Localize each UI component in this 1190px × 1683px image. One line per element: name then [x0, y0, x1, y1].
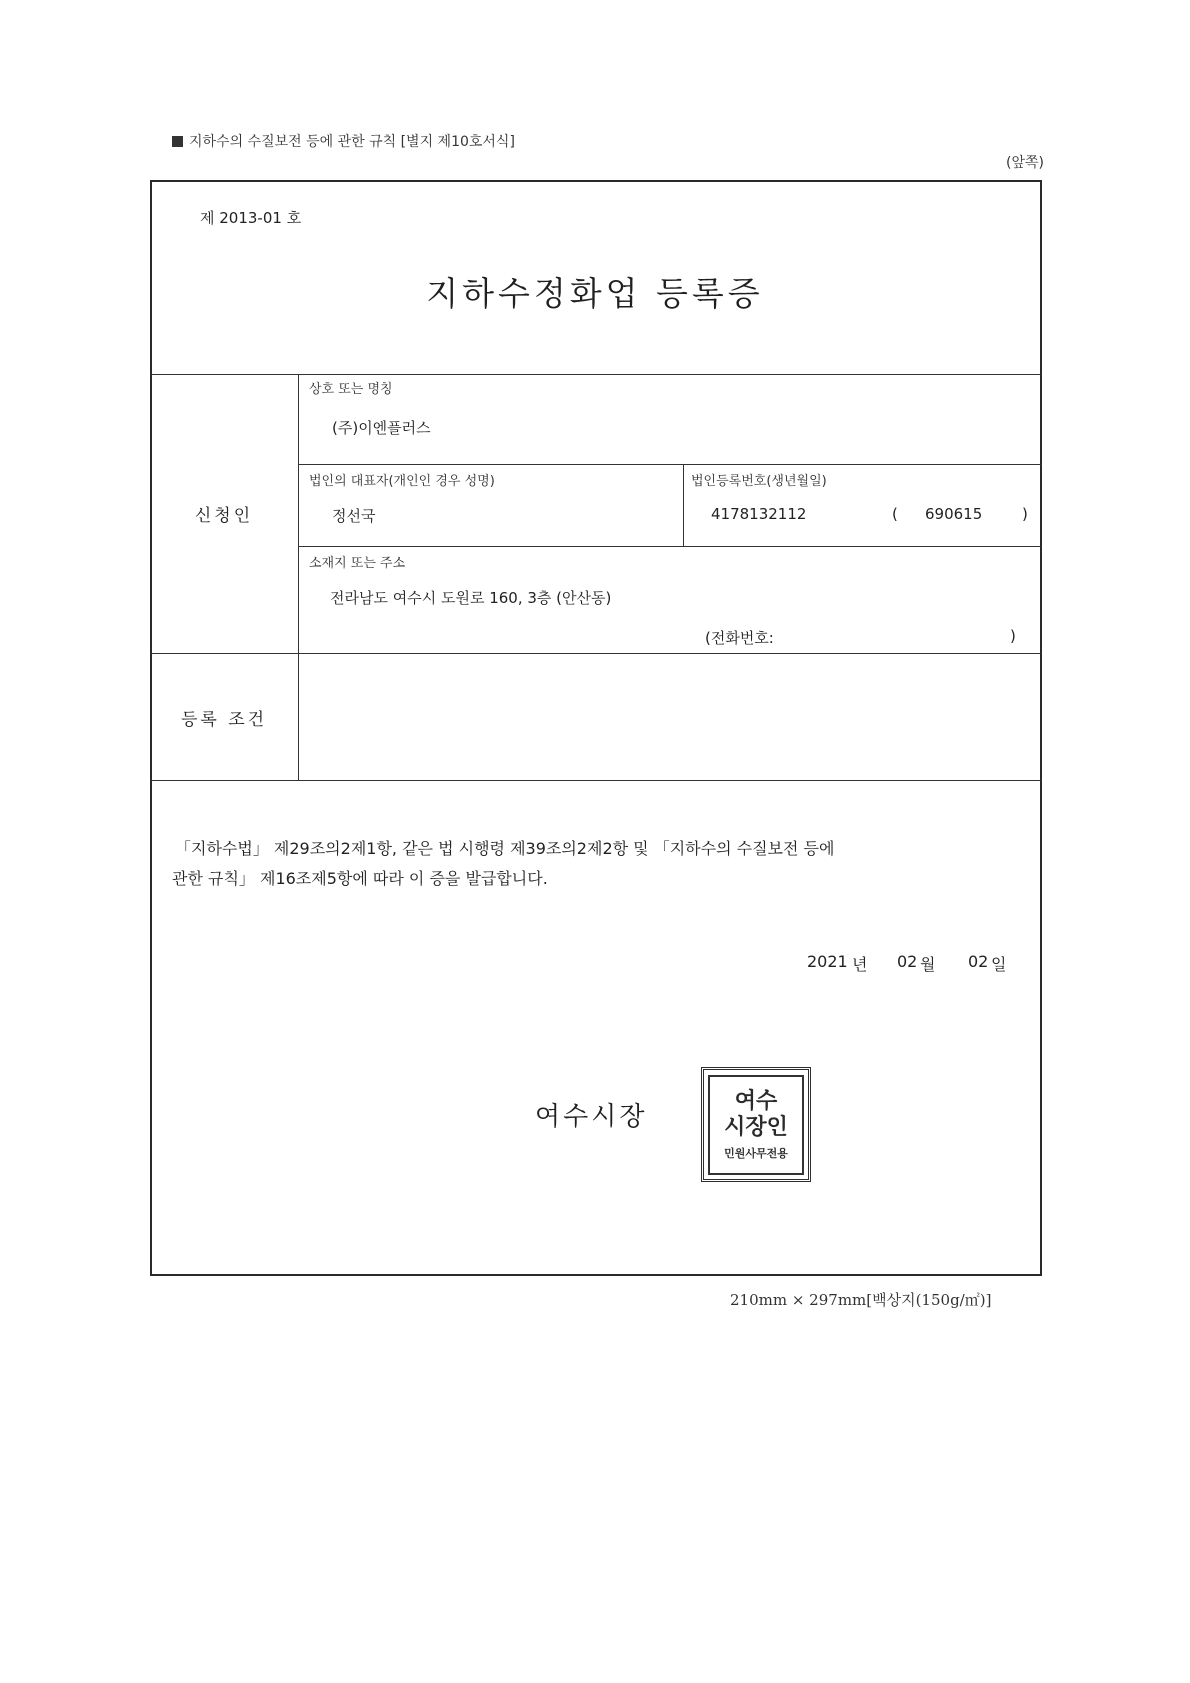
statement-line-1: 「지하수법」 제29조의2제1항, 같은 법 시행령 제39조의2제2항 및 「지하수의 수질보전 등에 — [175, 839, 835, 858]
date-day-unit: 일 — [991, 955, 1007, 974]
divider — [150, 374, 1042, 375]
square-bullet-icon — [172, 136, 183, 147]
birth-date-value: 690615 — [925, 505, 983, 523]
divider — [298, 464, 1042, 465]
birth-open-paren: ( — [892, 505, 898, 523]
corp-number-value: 4178132112 — [711, 505, 807, 523]
official-seal — [701, 1067, 811, 1182]
birth-close-paren: ) — [1022, 505, 1028, 523]
issuer-title: 여수시장 — [535, 1102, 648, 1132]
corp-number-label: 법인등록번호(생년월일) — [691, 474, 827, 489]
date-year: 2021 — [807, 952, 848, 971]
side-label: (앞쪽) — [1006, 155, 1044, 171]
phone-close-paren: ) — [1010, 627, 1016, 645]
date-month-unit: 월 — [920, 955, 936, 974]
company-name-value: (주)이엔플러스 — [332, 419, 431, 437]
divider — [150, 780, 1042, 781]
form-header-text: 지하수의 수질보전 등에 관한 규칙 [별지 제10호서식] — [189, 134, 515, 150]
date-month: 02 — [897, 952, 918, 971]
address-label: 소재지 또는 주소 — [309, 556, 406, 571]
divider — [298, 374, 299, 780]
divider — [150, 653, 1042, 654]
seal-text-2: 시장인 — [724, 1114, 788, 1140]
conditions-row-label: 등록 조건 — [180, 710, 268, 730]
paper-spec: 210mm × 297mm[백상지(150g/㎡)] — [730, 1291, 992, 1309]
phone-label: (전화번호: — [705, 629, 774, 647]
statement-line-2: 관한 규칙」 제16조제5항에 따라 이 증을 발급합니다. — [172, 869, 548, 888]
company-name-label: 상호 또는 명칭 — [309, 382, 393, 397]
page-title: 지하수정화업 등록증 — [426, 274, 764, 313]
applicant-row-label: 신청인 — [194, 506, 254, 526]
seal-text-1: 여수 — [734, 1088, 778, 1114]
issuance-statement — [172, 834, 1005, 894]
representative-value: 정선국 — [332, 507, 376, 525]
divider — [683, 464, 684, 546]
form-header — [172, 131, 515, 151]
date-year-unit: 년 — [852, 955, 868, 974]
address-value: 전라남도 여수시 도원로 160, 3층 (안산동) — [330, 589, 612, 607]
date-day: 02 — [968, 952, 989, 971]
registration-number: 제 2013-01 호 — [200, 209, 302, 227]
divider — [298, 546, 1042, 547]
seal-inner — [708, 1075, 804, 1175]
seal-text-3: 민원사무전용 — [724, 1146, 788, 1160]
representative-label: 법인의 대표자(개인인 경우 성명) — [309, 474, 495, 489]
